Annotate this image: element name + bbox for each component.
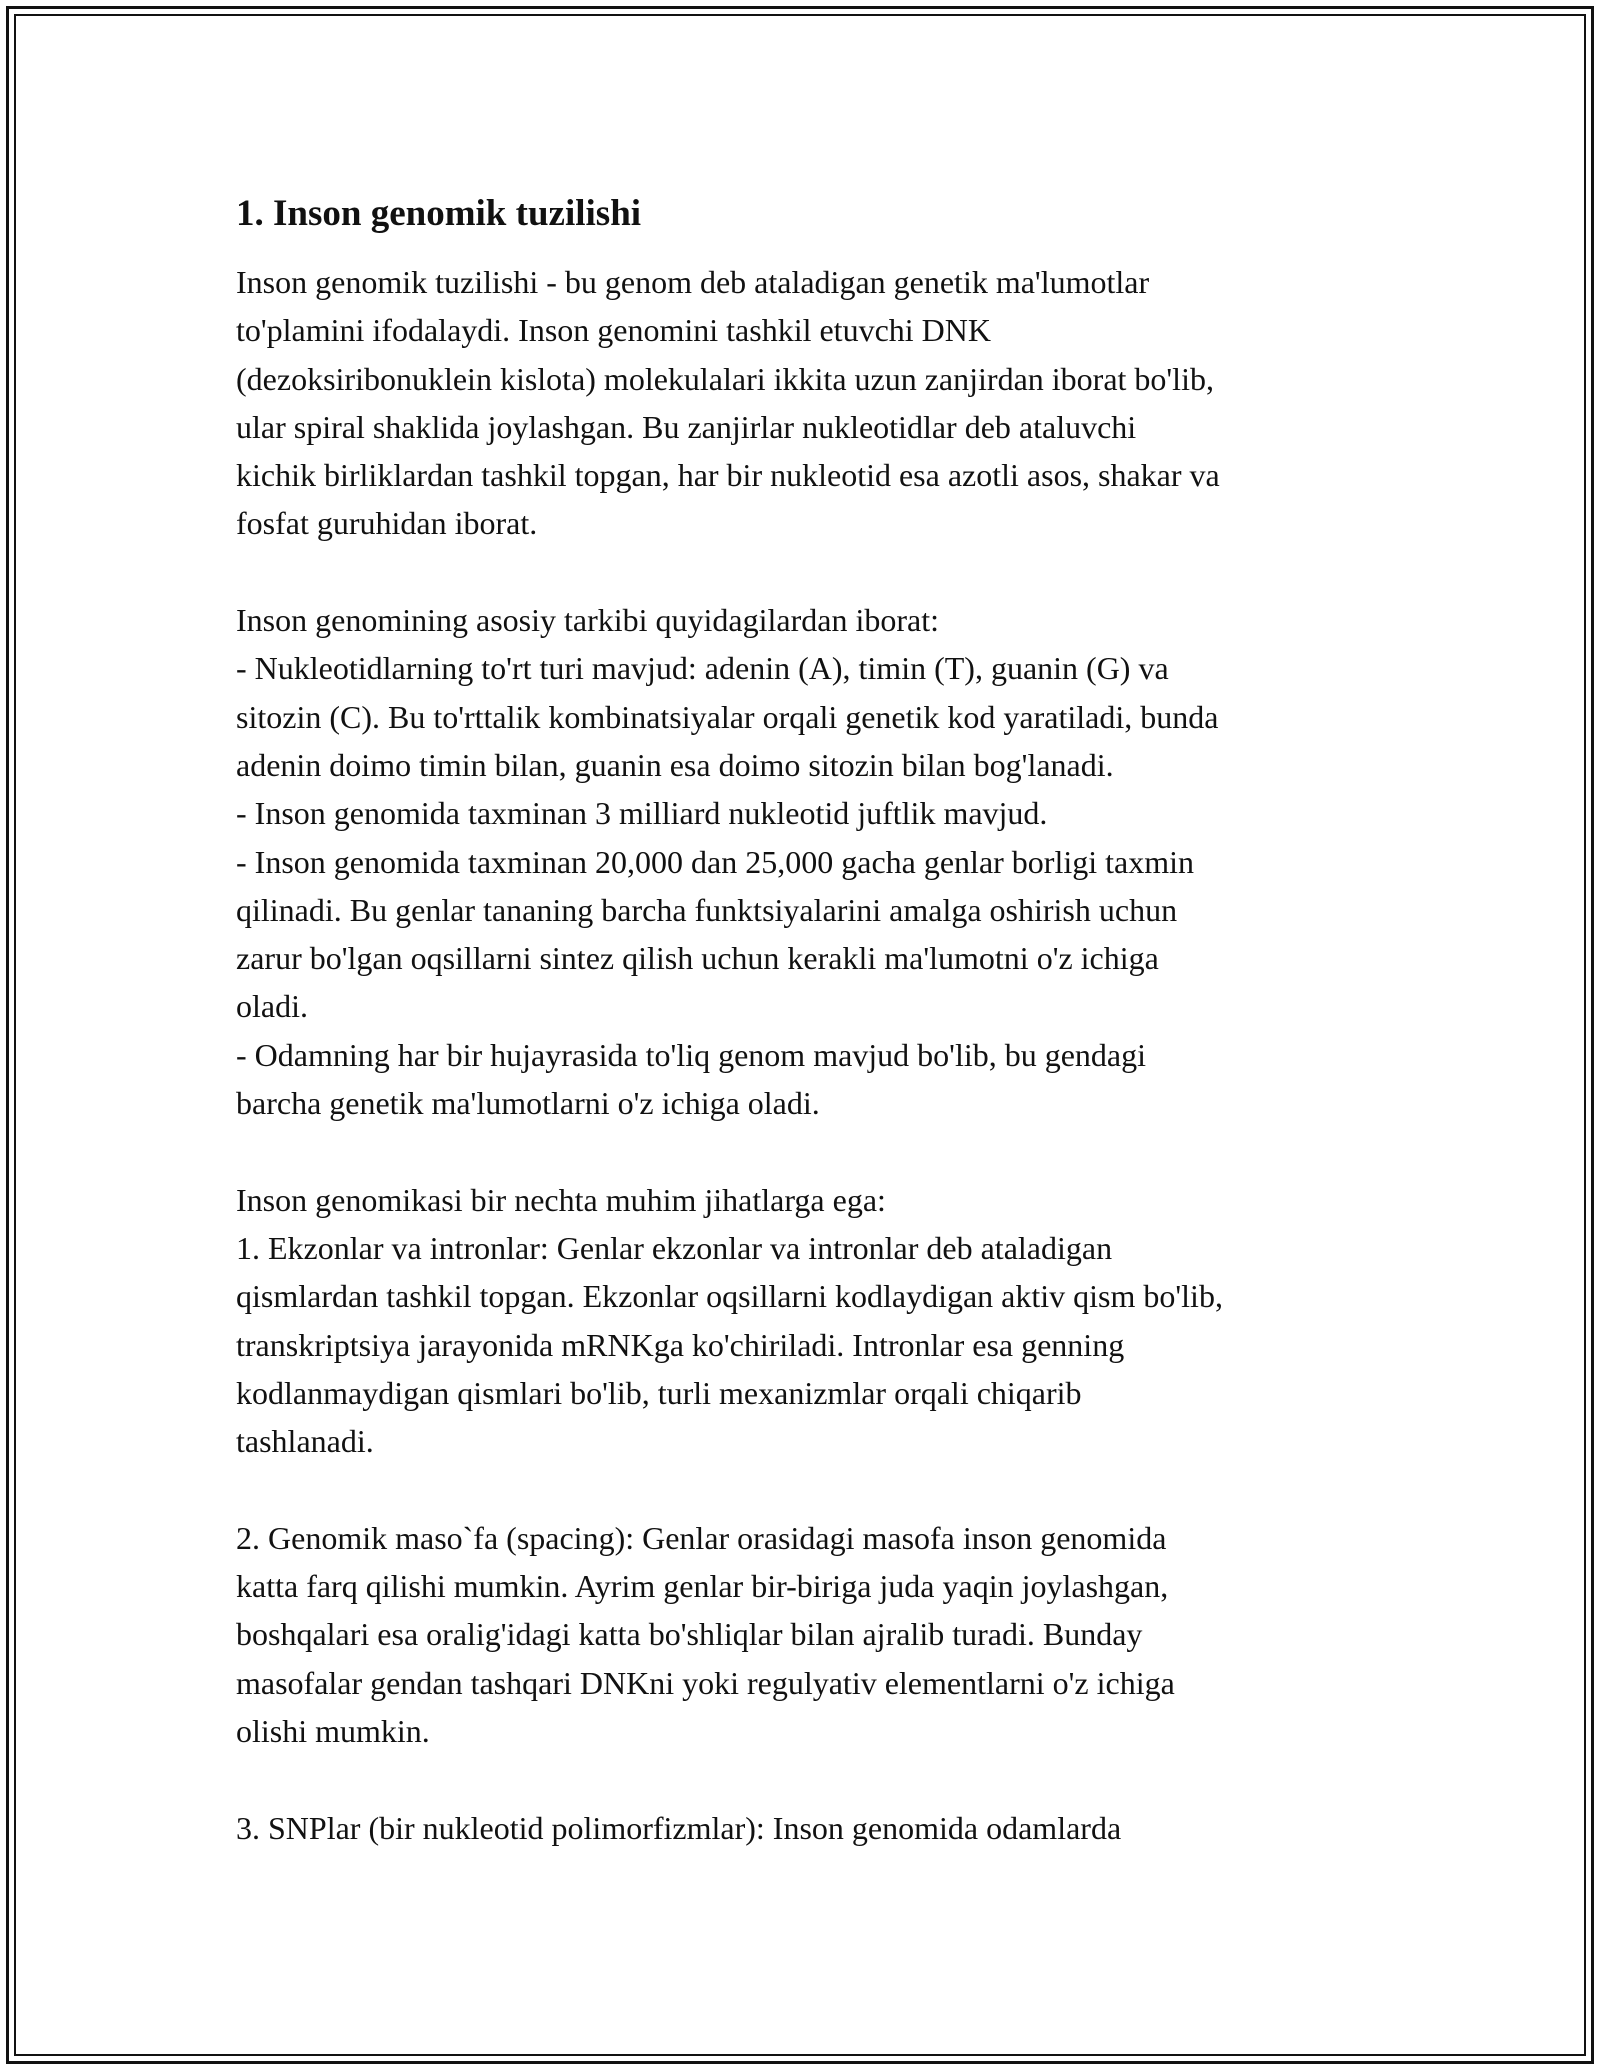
paragraph-genome-structure: Inson genomik tuzilishi - bu genom deb ataladigan genetik ma'lumotlar to'plamini ifodalaydi. Inson genomini tashkil etuvchi DNK (dezoksiribonuklein kislota) molekulalari ikkita uzun zanjirdan iborat bo'lib, ular spiral shaklida joylashgan. Bu zanjirlar nukleotidlar deb ataluvchi kichik birliklardan tashkil topgan, har bir nukleotid esa azotli asos, shakar va fosfat guruhidan iborat. bbox=[236, 264, 1220, 542]
section-heading: 1. Inson genomik tuzilishi bbox=[236, 193, 642, 234]
paragraph-exons-introns: Inson genomikasi bir nechta muhim jihatlarga ega: 1. Ekzonlar va intronlar: Genlar ekzonlar va intronlar deb ataladigan qismlardan tashkil topgan. Ekzonlar oqsillarni kodlaydigan aktiv qism bo'lib, transkriptsiya jarayonida mRNKga ko'chiriladi. Intronlar esa genning kodlanmaydigan qismlari bo'lib, turli mexanizmlar orqali chiqarib tashlanadi. bbox=[236, 1181, 1223, 1460]
paragraph-genomic-spacing: 2. Genomik maso`fa (spacing): Genlar orasidagi masofa inson genomida katta farq qilishi mumkin. Ayrim genlar bir-biriga juda yaqin joylashgan, boshqalari esa oralig'idagi katta bo'shliqlar bilan ajralib turadi. Bunday masofalar gendan tashqari DNKni yoki regulyativ elementlarni o'z ichiga olishi mumkin. bbox=[236, 1519, 1175, 1749]
paragraph-genome-composition: Inson genomining asosiy tarkibi quyidagilardan iborat: - Nukleotidlarning to'rt turi mavjud: adenin (A), timin (T), guanin (G) va sitozin (C). Bu to'rttalik kombinatsiyalar orqali genetik kod yaratiladi, bunda adenin doimo timin bilan, guanin esa doimo sitozin bilan bog'lanadi. - Inson genomida taxminan 3 milliard nukleotid juftlik mavjud. - Inson genomida taxminan 20,000 dan 25,000 gacha genlar borligi taxmin qilinadi. Bu genlar tananing barcha funktsiyalarini amalga oshirish uchun zarur bo'lgan oqsillarni sintez qilish uchun kerakli ma'lumotni o'z ichiga oladi. - Odamning har bir hujayrasida to'liq genom mavjud bo'lib, bu gendagi barcha genetik ma'lumotlarni o'z ichiga oladi. bbox=[236, 602, 1219, 1122]
paragraph-snps: 3. SNPlar (bir nukleotid polimorfizmlar): Inson genomida odamlarda bbox=[236, 1809, 1122, 1846]
document-body bbox=[236, 190, 1366, 1900]
